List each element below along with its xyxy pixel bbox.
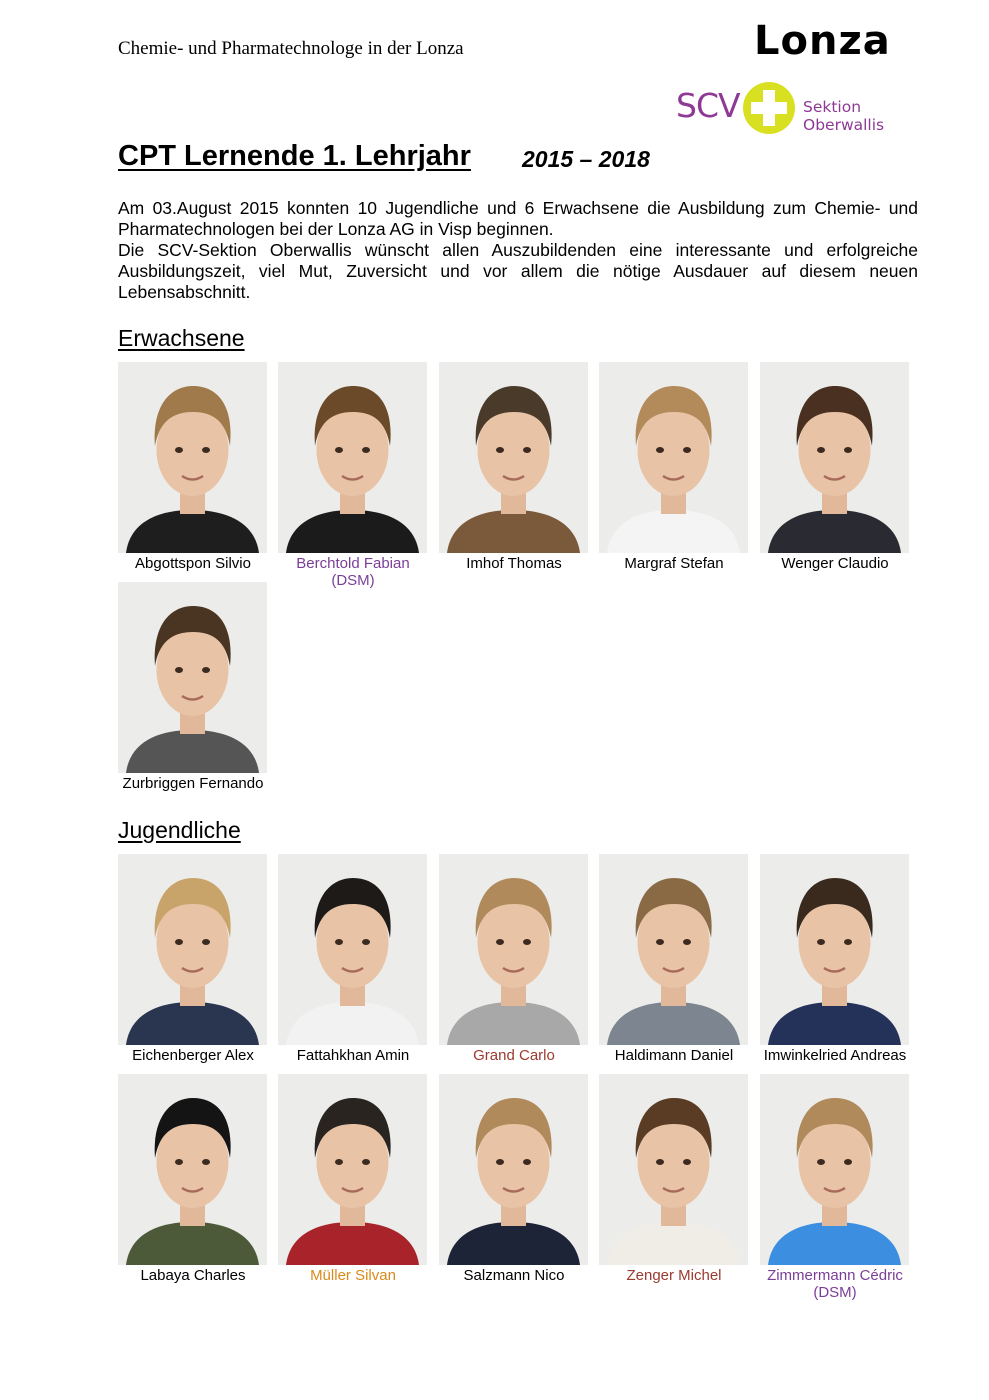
person-photo xyxy=(439,362,588,553)
portrait-icon xyxy=(118,1074,267,1265)
person-photo xyxy=(278,854,427,1045)
scv-logo xyxy=(676,80,946,136)
scv-section-text: Sektion Oberwallis xyxy=(803,98,885,134)
page-years: 2015 – 2018 xyxy=(522,146,650,172)
page-title: CPT Lernende 1. Lehrjahr xyxy=(118,140,471,172)
person-name: Margraf Stefan xyxy=(624,555,724,572)
person-photo xyxy=(118,1074,267,1265)
person-card xyxy=(118,362,268,572)
person-photo xyxy=(118,854,267,1045)
portrait-icon xyxy=(599,362,748,553)
person-photo xyxy=(760,854,909,1045)
person-name: Labaya Charles xyxy=(140,1267,246,1284)
person-card xyxy=(599,362,749,572)
intro-paragraph-1: Am 03.August 2015 konnten 10 Jugendliche und 6 Erwachsene die Ausbildung zum Chemie- und Pharmatechnologen bei der Lonza AG in Visp beginnen. xyxy=(118,198,918,239)
person-photo xyxy=(278,1074,427,1265)
person-card xyxy=(599,1074,749,1284)
person-photo xyxy=(278,362,427,553)
portrait-icon xyxy=(439,362,588,553)
person-photo xyxy=(439,1074,588,1265)
person-name: Berchtold Fabian (DSM) xyxy=(296,555,410,589)
person-card xyxy=(118,1074,268,1284)
portrait-icon xyxy=(599,854,748,1045)
document-header: Chemie- und Pharmatechnologe in der Lonza xyxy=(118,38,464,59)
person-card xyxy=(760,1074,910,1301)
person-photo xyxy=(599,1074,748,1265)
person-photo xyxy=(118,582,267,773)
person-card xyxy=(439,1074,589,1284)
person-photo xyxy=(599,362,748,553)
portrait-icon xyxy=(118,582,267,773)
person-photo xyxy=(118,362,267,553)
portrait-icon xyxy=(760,362,909,553)
portrait-icon xyxy=(439,854,588,1045)
person-name: Imhof Thomas xyxy=(466,555,562,572)
portrait-icon xyxy=(118,854,267,1045)
person-card xyxy=(118,582,268,792)
person-name: Fattahkhan Amin xyxy=(296,1047,410,1064)
intro-paragraph-2: Die SCV-Sektion Oberwallis wünscht allen Auszubildenden eine interessante und erfolgreiche Ausbildungszeit, viel Mut, Zuversicht und vor allem die nötige Ausdauer auf diesem neuen Lebensabschnitt. xyxy=(118,240,918,302)
person-card xyxy=(760,362,910,572)
person-name: Salzmann Nico xyxy=(463,1267,565,1284)
person-photo xyxy=(439,854,588,1045)
person-photo xyxy=(760,362,909,553)
person-name: Imwinkelried Andreas xyxy=(763,1047,907,1064)
person-photo xyxy=(760,1074,909,1265)
portrait-icon xyxy=(278,854,427,1045)
lonza-logo: Lonza xyxy=(754,18,891,64)
portrait-icon xyxy=(118,362,267,553)
person-name: Zenger Michel xyxy=(626,1267,722,1284)
person-card xyxy=(278,1074,428,1284)
person-card xyxy=(760,854,910,1064)
portrait-icon xyxy=(278,1074,427,1265)
person-photo xyxy=(599,854,748,1045)
person-card xyxy=(278,854,428,1064)
portrait-icon xyxy=(278,362,427,553)
person-card xyxy=(599,854,749,1064)
person-name: Zurbriggen Fernando xyxy=(122,775,264,792)
person-card xyxy=(439,854,589,1064)
section-heading-jugendliche: Jugendliche xyxy=(118,817,241,843)
portrait-icon xyxy=(760,854,909,1045)
person-name: Müller Silvan xyxy=(310,1267,396,1284)
person-name: Zimmermann Cédric (DSM) xyxy=(767,1267,903,1301)
person-name: Abgottspon Silvio xyxy=(135,555,251,572)
portrait-icon xyxy=(439,1074,588,1265)
portrait-icon xyxy=(760,1074,909,1265)
person-name: Grand Carlo xyxy=(473,1047,555,1064)
person-name: Haldimann Daniel xyxy=(614,1047,734,1064)
person-name: Wenger Claudio xyxy=(781,555,889,572)
person-card xyxy=(278,362,428,589)
person-card xyxy=(118,854,268,1064)
scv-logo-text: SCV xyxy=(676,86,740,125)
scv-cross-icon xyxy=(741,80,797,136)
section-heading-erwachsene: Erwachsene xyxy=(118,325,245,351)
person-card xyxy=(439,362,589,572)
intro-text xyxy=(118,198,918,303)
portrait-icon xyxy=(599,1074,748,1265)
person-name: Eichenberger Alex xyxy=(132,1047,254,1064)
